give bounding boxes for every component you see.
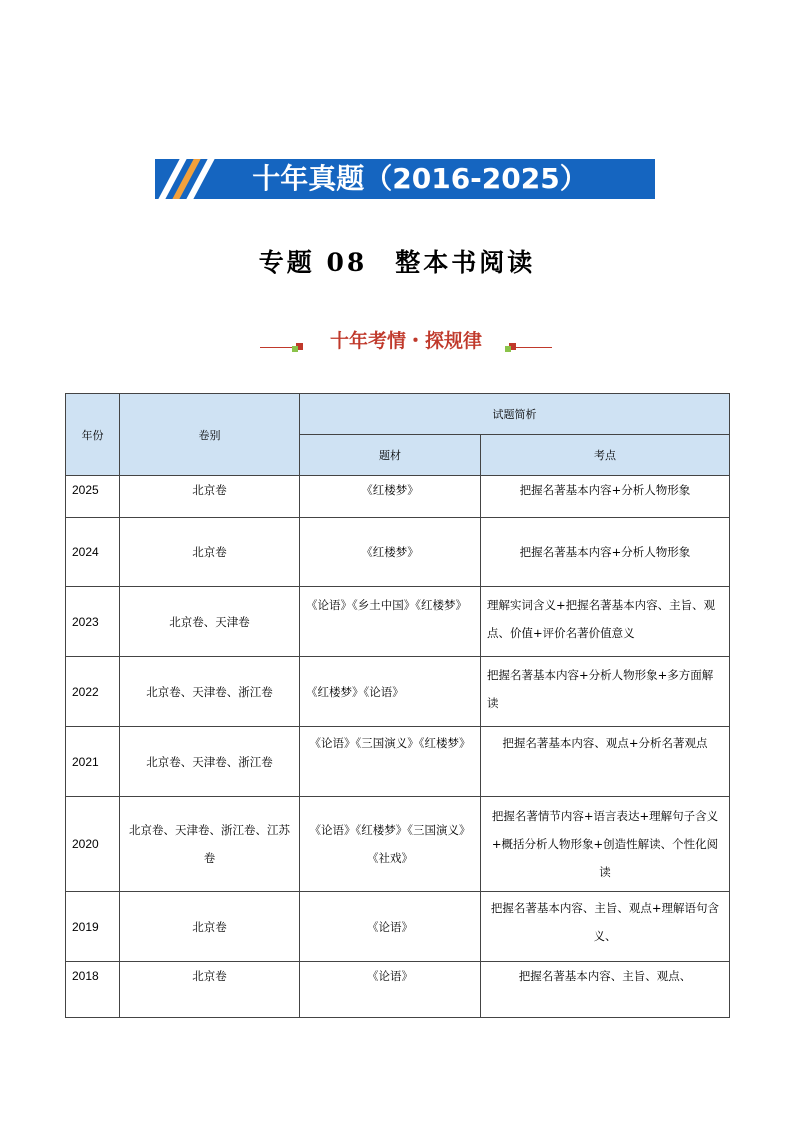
decor-square-right (509, 343, 516, 350)
table-row (66, 476, 730, 518)
header-analysis: 试题简析 (300, 394, 730, 435)
cell-material: 《红楼梦》 (300, 476, 481, 518)
cell-year: 2019 (66, 892, 120, 962)
header-points: 考点 (481, 435, 730, 476)
cell-points: 把握名著基本内容、观点+分析名著观点 (481, 727, 730, 797)
section-title: 十年考情・探规律 (329, 330, 482, 352)
cell-points: 把握名著基本内容、主旨、观点+理解语句含义、 (481, 892, 730, 962)
table-row (66, 587, 730, 657)
cell-year: 2021 (66, 727, 120, 797)
exam-table (65, 393, 730, 1018)
table-row (66, 657, 730, 727)
table-row (66, 797, 730, 892)
cell-material: 《红楼梦》 (300, 518, 481, 587)
cell-points: 把握名著基本内容、主旨、观点、 (481, 962, 730, 1018)
header-material: 题材 (300, 435, 481, 476)
cell-points: 把握名著基本内容+分析人物形象 (481, 518, 730, 587)
cell-material: 《红楼梦》《论语》 (300, 657, 481, 727)
cell-points: 理解实词含义+把握名著基本内容、主旨、观点、价值+评价名著价值意义 (481, 587, 730, 657)
cell-year: 2024 (66, 518, 120, 587)
cell-paper: 北京卷、天津卷 (120, 587, 300, 657)
title-banner (155, 159, 655, 199)
decor-line-right (516, 347, 552, 348)
header-year: 年份 (66, 394, 120, 476)
cell-points: 把握名著情节内容+语言表达+理解句子含义+概括分析人物形象+创造性解读、个性化阅读 (481, 797, 730, 892)
topic-subtitle: 专题 08 整本书阅读 (258, 248, 536, 277)
cell-material: 《论语》 (300, 962, 481, 1018)
cell-paper: 北京卷 (120, 892, 300, 962)
table-row (66, 727, 730, 797)
cell-paper: 北京卷 (120, 518, 300, 587)
cell-points: 把握名著基本内容+分析人物形象+多方面解读 (481, 657, 730, 727)
table-row (66, 892, 730, 962)
cell-material: 《论语》《红楼梦》《三国演义》《社戏》 (300, 797, 481, 892)
cell-paper: 北京卷 (120, 962, 300, 1018)
cell-material: 《论语》《乡土中国》《红楼梦》 (300, 587, 481, 657)
cell-year: 2025 (66, 476, 120, 518)
cell-year: 2018 (66, 962, 120, 1018)
banner-title: 十年真题（2016-2025） (252, 162, 588, 195)
cell-year: 2022 (66, 657, 120, 727)
cell-points: 把握名著基本内容+分析人物形象 (481, 476, 730, 518)
cell-paper: 北京卷 (120, 476, 300, 518)
cell-year: 2020 (66, 797, 120, 892)
cell-paper: 北京卷、天津卷、浙江卷 (120, 727, 300, 797)
cell-material: 《论语》《三国演义》《红楼梦》 (300, 727, 481, 797)
cell-year: 2023 (66, 587, 120, 657)
header-paper: 卷别 (120, 394, 300, 476)
table-row (66, 518, 730, 587)
cell-paper: 北京卷、天津卷、浙江卷 (120, 657, 300, 727)
table-row (66, 962, 730, 1018)
cell-paper: 北京卷、天津卷、浙江卷、江苏卷 (120, 797, 300, 892)
section-heading (260, 326, 552, 358)
cell-material: 《论语》 (300, 892, 481, 962)
